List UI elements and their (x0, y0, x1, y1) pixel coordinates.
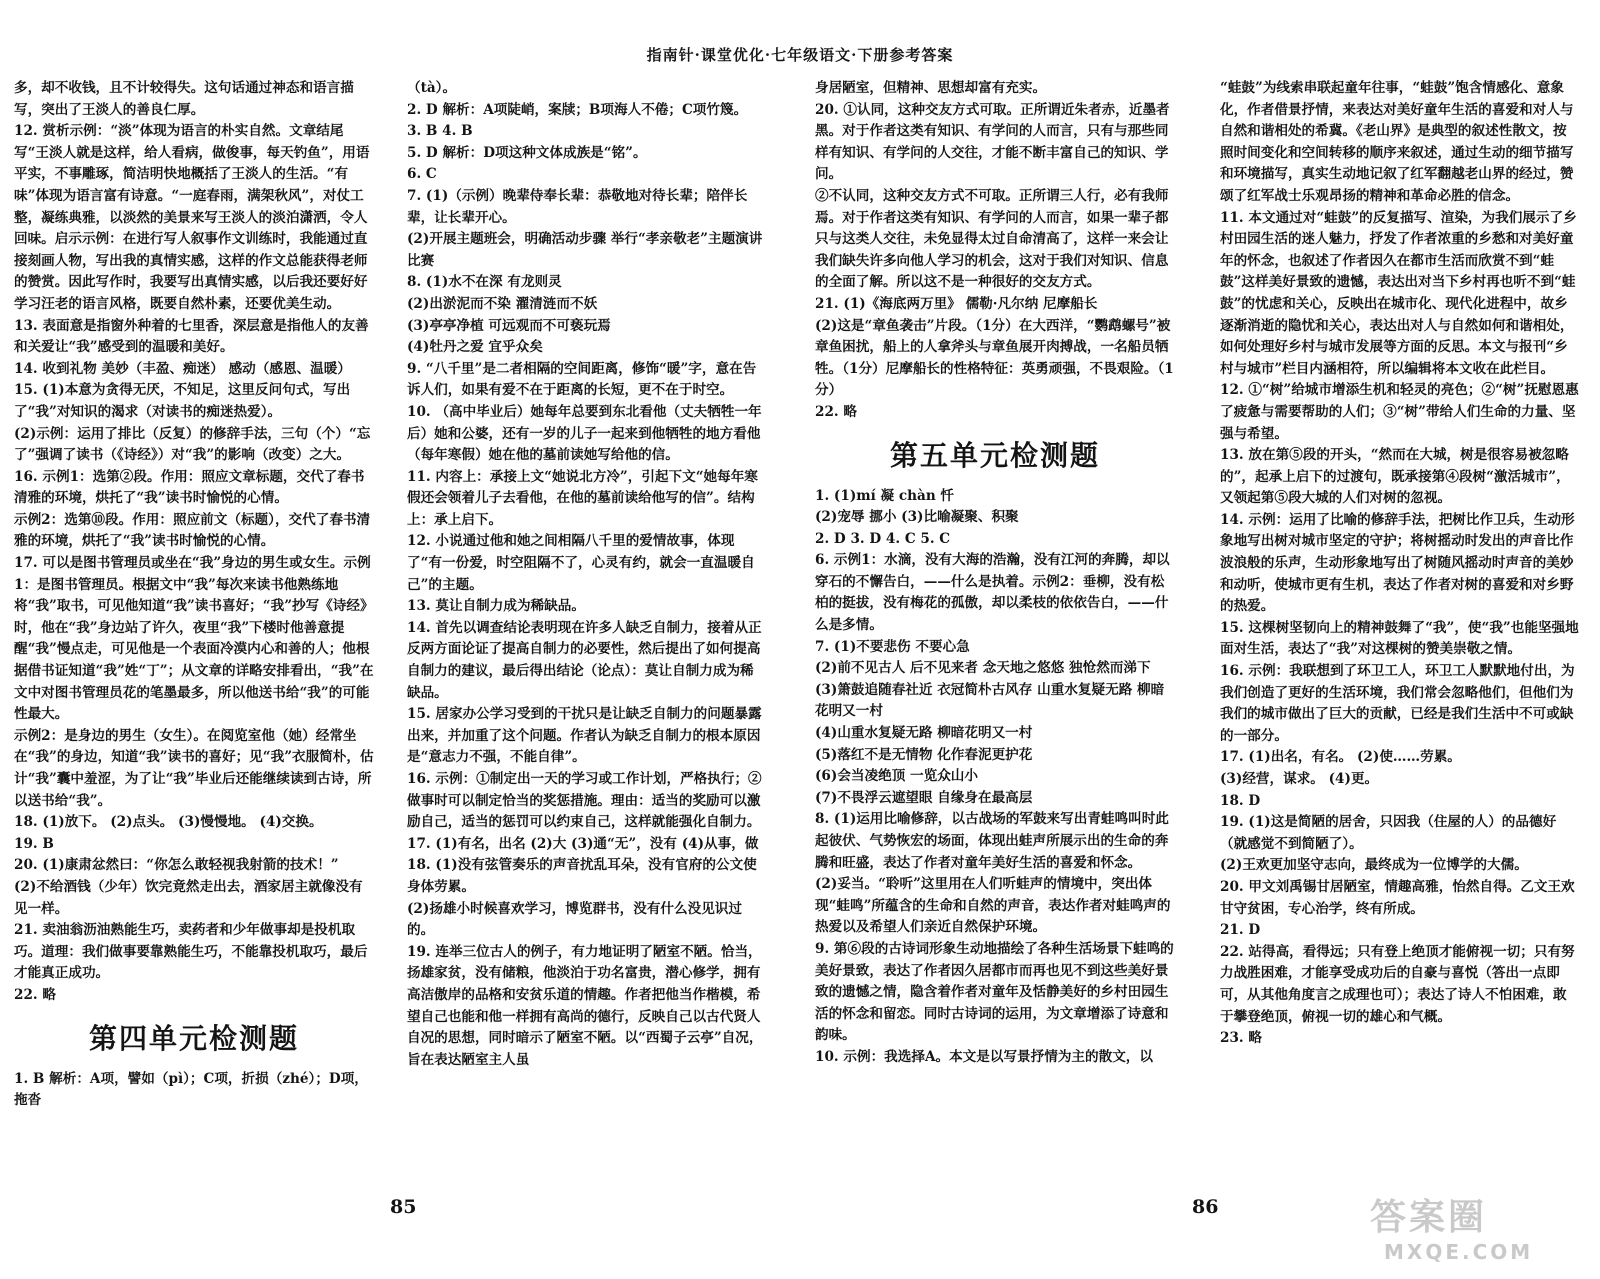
answer-item: (6)会当凌绝顶 一览众山小 (815, 768, 978, 785)
answer-item: 多，却不收钱，且不计较得失。这句话通过神态和语言描写，突出了王淡人的善良仁厚。 (14, 80, 354, 118)
answer-item: 21. 卖油翁沥油熟能生巧，卖药者和少年做事却是投机取巧。道理：我们做事要靠熟能生巧，不能靠投机取巧，最后才能真正成功。 (14, 922, 368, 982)
answer-item: 2. D 3. D 4. C 5. C (815, 530, 951, 547)
answer-item: 21. (1)《海底两万里》 儒勒·凡尔纳 尼摩船长 (815, 295, 1098, 312)
answer-item: 8. (1)运用比喻修辞，以古战场的军鼓来写出青蛙鸣叫时此起彼伏、气势恢宏的场面，体现出蛙声所展示出的生命的奔腾和旺盛，表达了作者对童年美好生活的喜爱和怀念。 (815, 811, 1169, 871)
answer-item: 9. 第⑥段的古诗词形象生动地描绘了各种生活场景下蛙鸣的美好景致，表达了作者因久居都市而再也见不到这些美好景致的遗憾之情，隐含着作者对童年及恬静美好的乡村田园生活的怀念和留恋。同时古诗词的运用，为文章增添了诗意和韵味。 (815, 940, 1174, 1044)
answer-item: (2)这是“章鱼袭击”片段。（1分）在大西洋，“鹦鹉螺号”被章鱼困扰，船上的人拿斧头与章鱼展开肉搏战，一名船员牺牲。（1分）尼摩船长的性格特征：英勇顽强，不畏艰险。（1分） (815, 317, 1174, 399)
answer-item: 6. C (407, 166, 437, 183)
answer-item: 19. (1)这是简陋的居舍，只因我（住屋的人）的品德好（就感觉不到简陋了）。 (1220, 814, 1557, 852)
answer-item: 3. B 4. B (407, 123, 473, 140)
answer-item: (2)妥当。“聆听”这里用在人们听蛙声的情境中，突出体现“蛙鸣”所蕴含的生命和自然的声音，表达作者对蛙鸣声的热爱以及希望人们亲近自然保护环境。 (815, 876, 1171, 936)
answer-column-2 (407, 78, 767, 1071)
answer-item: 示例2：选第⑩段。作用：照应前文（标题），交代了春书清雅的环境，烘托了“我”读书时愉悦的心情。 (14, 511, 371, 550)
answer-item: 23. 略 (1220, 1030, 1262, 1047)
answer-item: 13. 放在第⑤段的开头，“然而在大城，树是很容易被忽略的”，起承上启下的过渡句，既承接第④段树“激活城市”，又领起第⑤段大城的人们对树的忽视。 (1220, 447, 1570, 507)
answer-item: (3)亭亭净植 可远观而不可亵玩焉 (407, 317, 611, 334)
answer-item: 12. 小说通过他和她之间相隔八千里的爱情故事，体现了“有一份爱，时空阻隔不了，心灵有约，就会一直温暖自己”的主题。 (407, 533, 755, 593)
answer-item: (2)宠辱 挪小 (3)比喻凝聚、积聚 (815, 509, 1019, 526)
answer-item: 1. B 解析：A项，譬如（pì）；C项，折损（zhé）；D项，拖沓 (14, 1070, 368, 1109)
unit-test-title: 第五单元检测题 (889, 438, 1100, 472)
answer-item: (4)牡丹之爱 宜乎众矣 (407, 339, 543, 356)
answer-item: (2)出淤泥而不染 濯清涟而不妖 (407, 295, 598, 312)
answer-item: 1. (1)mí 凝 chàn 忏 (815, 487, 955, 504)
answer-item: 19. B (14, 835, 54, 852)
page-header: 指南针·课堂优化·七年级语文·下册参考答案 (646, 46, 954, 64)
answer-item: 11. 内容上：承接上文“她说北方冷”，引起下文“她每年寒假还会领着儿子去看他，在他的墓前读给他写的信”。结构上：承上启下。 (407, 468, 758, 528)
answer-column-1 (14, 78, 374, 1112)
answer-column-4 (1220, 78, 1580, 1050)
answer-item: 身居陋室，但精神、思想却富有充实。 (815, 80, 1047, 96)
answer-item: 14. 首先以调查结论表明现在许多人缺乏自制力，接着从正反两方面论证了提高自制力的必要性，然后提出了如何提高自制力的建议，最后得出结论（论点）：莫让自制力成为稀缺品。 (407, 619, 762, 701)
answer-item: 18. D (1220, 792, 1261, 809)
answer-item: 10. （高中毕业后）她每年总要到东北看他（丈夫牺牲一年后）她和公婆，还有一岁的儿子一起来到他牺牲的地方看他 （每年寒假）她在他的墓前读她写给他的信。 (407, 403, 762, 464)
page-number-left: 85 (390, 1196, 417, 1218)
answer-item: 15. 居家办公学习受到的干扰只是让缺乏自制力的问题暴露出来，并加重了这个问题。作者认为缺乏自制力的根本原因是“意志力不强，不能自律”。 (407, 706, 762, 766)
answer-item: 22. 略 (14, 986, 56, 1003)
answer-item: (4)山重水复疑无路 柳暗花明又一村 (815, 725, 1033, 742)
answer-item: (3)经营，谋求。 (4)更。 (1220, 771, 1379, 787)
answer-item: 20. ①认同，这种交友方式可取。正所谓近朱者赤，近墨者黑。对于作者这类有知识、有学问的人而言，只有与那些同样有知识、有学问的人交往，才能不断丰富自己的知识、学问。 (815, 101, 1170, 183)
answer-item: 7. (1)（示例）晚辈侍奉长辈：恭敬地对待长辈；陪伴长辈，让长辈开心。 (407, 187, 748, 226)
answer-item: 17. (1)出名，有名。 (2)使……劳累。 (1220, 749, 1461, 766)
answer-item: ②不认同，这种交友方式不可取。正所谓三人行，必有我师焉。对于作者这类有知识、有学问的人而言，如果一辈子都只与这类人交往，未免显得太过自命清高了，这样一来会让我们缺失许多向他人学习的机会，这对于我们对知识、信息的全面了解。所以这不是一种很好的交友方式。 (815, 187, 1169, 291)
unit-test-title: 第四单元检测题 (88, 1021, 299, 1055)
answer-item: 14. 收到礼物 美妙（丰盈、痴迷） 感动（感恩、温暖） (14, 360, 351, 377)
answer-item: 19. 连举三位古人的例子，有力地证明了陋室不陋。恰当，扬雄家贫，没有储粮，他淡泊于功名富贵，潜心修学，拥有高洁傲岸的品格和安贫乐道的情趣。作者把他当作楷模，希望自己也能和他一样拥有高尚的德行，反映自己以古代贤人自况的思想，同时暗示了陋室不陋。以“西蜀子云亭”自况，旨在表达陋室主人虽 (407, 943, 763, 1068)
answer-item: 18. (1)没有弦管奏乐的声音扰乱耳朵，没有官府的公文使身体劳累。 (407, 857, 757, 895)
answer-item: 示例2：是身边的男生（女生）。在阅览室他（她）经常坐在“我”的身边，知道“我”读书的喜好；见“我”衣服简朴，估计“我”囊中羞涩，为了让“我”毕业后还能继续读到古诗，所以送书给“我”。 (14, 727, 374, 809)
answer-item: (2)扬雄小时候喜欢学习，博览群书，没有什么没见识过的。 (407, 900, 742, 939)
answer-item: (7)不畏浮云遮望眼 自缘身在最高层 (815, 789, 1033, 806)
answer-item: 21. D (1220, 922, 1261, 939)
watermark-logo-text: 答案圈 (1370, 1197, 1488, 1238)
answer-item: (2)前不见古人 后不见来者 念天地之悠悠 独怆然而涕下 (815, 660, 1151, 677)
answer-item: 14. 示例：运用了比喻的修辞手法，把树比作卫兵，生动形象地写出树对城市坚定的守护；将树摇动时发出的声音比作波浪般的乐声，生动形象地写出了树随风摇动时声音的美妙和动听，使城市更有生机，表达了作者对树的喜爱和对乡野的热爱。 (1220, 511, 1575, 615)
page-number-right: 86 (1192, 1196, 1219, 1218)
answer-item: (2)开展主题班会，明确活动步骤 举行“孝亲敬老”主题演讲比赛 (407, 231, 763, 269)
answer-item: 7. (1)不要悲伤 不要心急 (815, 638, 970, 655)
answer-item: 12. 赏析示例：“淡”体现为语言的朴实自然。文章结尾写“王淡人就是这样，给人看病，做俊事，每天钓鱼”，用语平实，不事雕琢，简洁明快地概括了王淡人的生活。“有味”体现为语言富有诗意。“一庭春雨，满架秋风”，对仗工整，凝练典雅，以淡然的美景来写王淡人的淡泊潇洒，令人回味。启示示例：在进行写人叙事作文训练时，我能通过直接刻画人物，写出我的真情实感，这样的作文总能获得老师的赞赏。因此写作时，我要写出真情实感，以后我还要好好学习汪老的语言风格，既要自然朴素，还要优美生动。 (14, 123, 370, 312)
answer-item: 11. 本文通过对“蛙鼓”的反复描写、渲染，为我们展示了乡村田园生活的迷人魅力，抒发了作者浓重的乡愁和对美好童年的怀念，也叙述了作者因久在都市生活而欣赏不到“蛙鼓”这样美好景致的遗憾，表达出对当下乡村再也听不到“蛙鼓”的忧虑和关心，反映出在城市化、现代化进程中，故乡逐渐消逝的隐忧和关心，表达出对人与自然如何和谐相处，如何处理好乡村与城市发展等方面的反思。本文与报刊“乡村与城市”栏目内涵相符，所以编辑将本文收在此栏目。 (1220, 209, 1577, 377)
answer-column-3 (815, 78, 1175, 1069)
answer-item: 18. (1)放下。 (2)点头。 (3)慢慢地。 (4)交换。 (14, 814, 323, 831)
watermark-url: MXQE.COM (1384, 1240, 1534, 1264)
answer-item: 16. 示例：①制定出一天的学习或工作计划，严格执行；②做事时可以制定恰当的奖惩措施。理由：适当的奖励可以激励自己，适当的惩罚可以约束自己，这样就能强化自制力。 (407, 771, 762, 831)
answer-item: 8. (1)水不在深 有龙则灵 (407, 274, 562, 291)
answer-item: 16. 示例：我联想到了环卫工人，环卫工人默默地付出，为我们创造了更好的生活环境，我们常会忽略他们，但他们为我们的城市做出了巨大的贡献，已经是我们生活中不可或缺的一部分。 (1220, 663, 1575, 744)
answer-item: 17. 可以是图书管理员或坐在“我”身边的男生或女生。示例1：是图书管理员。根据文中“我”每次来读书他熟练地将“我”取书，可见他知道“我”读书喜好；“我”抄写《诗经》时，他在“我”身边站了许久，夜里“我”下楼时他善意提醒“我”慢点走，可见他是一个表面冷漠内心和善的人；他根据借书证知道“我”姓“丁”；从文章的详略安排看出，“我”在文中对图书管理员花的笔墨最多，所以他送书给“我”的可能性最大。 (14, 555, 374, 723)
answer-item: (3)箫鼓追随春社近 衣冠简朴古风存 山重水复疑无路 柳暗花明又一村 (815, 681, 1165, 720)
answer-item: “蛙鼓”为线索串联起童年往事，“蛙鼓”饱含情感化、意象化，作者借景抒情，来表达对美好童年生活的喜爱和对人与自然和谐相处的希冀。《老山界》是典型的叙述性散文，按照时间变化和空间转移的顺序来叙述，通过生动的细节描写和环境描写，真实生动地记叙了红军翻越老山界的经过，赞颂了红军战士乐观昂扬的精神和革命必胜的信念。 (1220, 80, 1574, 204)
answer-item: 20. (1)康肃忿然曰：“你怎么敢轻视我射箭的技术！” (14, 857, 339, 874)
answer-item: 2. D 解析：A项陡峭，案牍；B项海人不倦；C项竹篾。 (407, 101, 748, 118)
answer-item: （tà）。 (407, 80, 457, 96)
answer-item: 13. 表面意是指窗外种着的七里香，深层意是指他人的友善和关爱让“我”感受到的温暖和美好。 (14, 317, 369, 356)
answer-item: 16. 示例1：选第②段。作用：照应文章标题，交代了春书清雅的环境，烘托了“我”读书时愉悦的心情。 (14, 468, 365, 507)
answer-item: 15. 这棵树坚韧向上的精神鼓舞了“我”，使“我”也能坚强地面对生活，表达了“我”对这棵树的赞美崇敬之情。 (1220, 619, 1579, 658)
answer-item: 5. D 解析：D项这种文体成族是“铭”。 (407, 144, 647, 161)
answer-item: (5)落红不是无情物 化作春泥更护花 (815, 746, 1033, 763)
answer-item: 15. (1)本意为贪得无厌，不知足，这里反问句式，写出了“我”对知识的渴求（对读书的痴迷热爱）。 (14, 382, 351, 420)
answer-item: 12. ①“树”给城市增添生机和轻灵的亮色；②“树”抚慰恩惠了疲惫与需要帮助的人们；③“树”带给人们生命的力量、坚强与希望。 (1220, 382, 1579, 442)
answer-item: 22. 略 (815, 403, 857, 420)
answer-item: 10. 示例：我选择A。本文是以写景抒情为主的散文，以 (815, 1048, 1153, 1065)
answer-item: 22. 站得高，看得远；只有登上绝顶才能俯视一切；只有努力战胜困难，才能享受成功后的自豪与喜悦（答出一点即可，从其他角度言之成理也可）；表达了诗人不怕困难，敢于攀登绝顶，俯视一切的雄心和气概。 (1220, 943, 1575, 1025)
answer-item: 17. (1)有名，出名 (2)大 (3)通“无”，没有 (4)从事，做 (407, 835, 759, 852)
answer-item: 20. 甲文刘禹锡甘居陋室，情趣高雅，怡然自得。乙文王欢甘守贫困，专心治学，终有所成。 (1220, 878, 1575, 917)
answer-item: 13. 莫让自制力成为稀缺品。 (407, 598, 585, 615)
answer-item: (2)示例：运用了排比（反复）的修辞手法，三句（个）“忘了”强调了读书（《诗经》）对“我”的影响（改变）之大。 (14, 425, 371, 464)
answer-item: 9. “八千里”是二者相隔的空间距离，修饰“暖”字，意在告诉人们，如果有爱不在于距离的长短，更不在于时空。 (407, 360, 757, 399)
answer-item: 6. 示例1：水滴，没有大海的浩瀚，没有江河的奔腾，却以穿石的不懈告白，——什么是执着。示例2：垂柳，没有松柏的挺拔，没有梅花的孤傲，却以柔枝的依依告白，——什么是多情。 (815, 552, 1170, 634)
watermark-logo (1370, 1196, 1575, 1272)
answer-item: (2)不给酒钱（少年）饮完竟然走出去，酒家居主就像没有见一样。 (14, 878, 363, 917)
answer-item: (2)王欢更加坚守志向，最终成为一位博学的大儒。 (1220, 857, 1528, 874)
